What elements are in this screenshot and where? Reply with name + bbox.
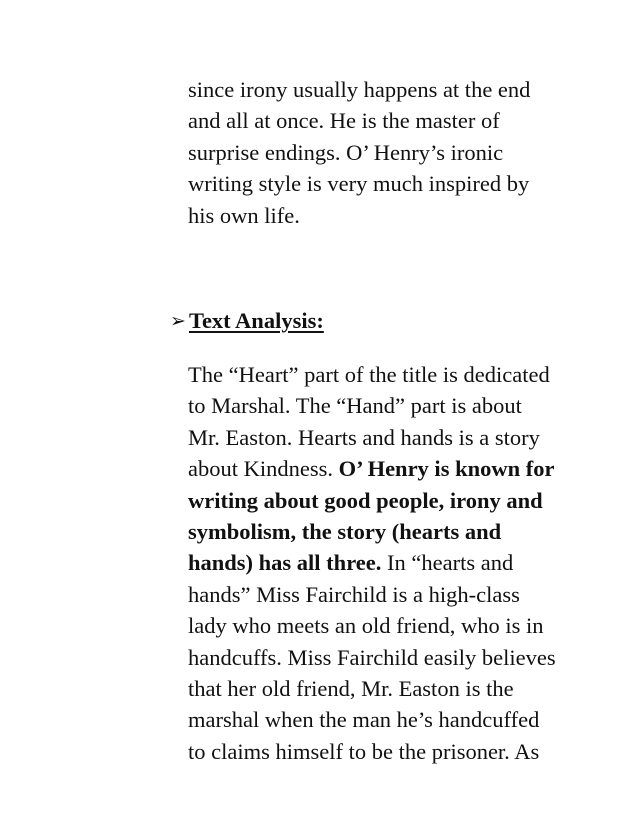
text-line: his own life. — [188, 202, 300, 228]
text-line — [188, 485, 608, 516]
text-line — [188, 359, 608, 390]
section-heading-text-analysis — [170, 306, 324, 336]
text-line — [188, 422, 608, 453]
text-run: marshal when the man he’s handcuffed — [188, 707, 540, 733]
text-run: lady who meets an old friend, who is in — [188, 613, 544, 639]
arrowhead-bullet-icon: ➢ — [170, 310, 186, 332]
text-line — [188, 704, 608, 735]
text-line — [188, 642, 608, 673]
text-line — [188, 610, 608, 641]
text-line — [188, 516, 608, 547]
text-line: writing style is very much inspired by — [188, 171, 530, 197]
bold-text-run: writing about good people, irony and — [188, 487, 543, 513]
paragraph-irony-intro — [188, 74, 608, 231]
text-line: surprise endings. O’ Henry’s ironic — [188, 139, 504, 165]
text-line: since irony usually happens at the end — [188, 77, 531, 102]
text-line — [188, 547, 608, 578]
text-line — [188, 390, 608, 421]
paragraph-text-analysis — [188, 359, 608, 767]
text-run: handcuffs. Miss Fairchild easily believes — [188, 644, 556, 670]
text-line — [188, 736, 608, 767]
text-line — [188, 673, 608, 704]
text-line — [188, 579, 608, 610]
text-run: to Marshal. The “Hand” part is about — [188, 393, 522, 419]
text-run: to claims himself to be the prisoner. As — [188, 738, 540, 764]
bold-text-run: O’ Henry is known for — [338, 456, 555, 482]
text-run: about Kindness. — [188, 456, 339, 482]
section-heading-title: Text Analysis: — [189, 308, 324, 333]
bold-text-run: symbolism, the story (hearts and — [188, 518, 502, 544]
text-run: In “hearts and — [381, 550, 514, 576]
text-line: and all at once. He is the master of — [188, 108, 500, 134]
text-run: hands” Miss Fairchild is a high-class — [188, 581, 520, 607]
text-run: that her old friend, Mr. Easton is the — [188, 675, 514, 701]
text-line — [188, 453, 608, 484]
text-run: Mr. Easton. Hearts and hands is a story — [188, 424, 540, 450]
text-run: The “Heart” part of the title is dedicated — [188, 362, 550, 387]
bold-text-run: hands) has all three. — [188, 550, 382, 576]
